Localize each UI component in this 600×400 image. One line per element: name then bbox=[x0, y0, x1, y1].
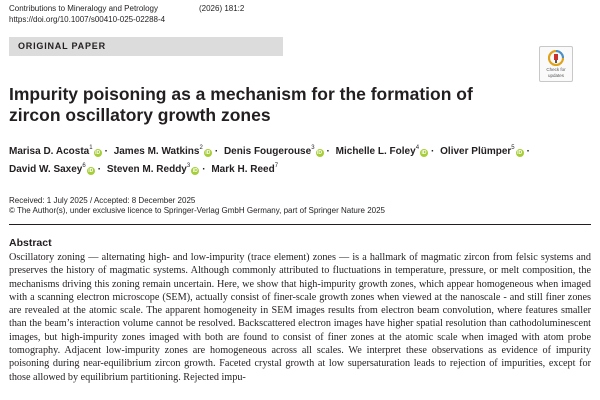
author-name[interactable]: Denis Fougerouse bbox=[223, 146, 312, 157]
author-name[interactable]: Oliver Plümper bbox=[440, 146, 512, 157]
article-type-label: ORIGINAL PAPER bbox=[18, 41, 106, 51]
author-affiliation: 4 bbox=[415, 145, 420, 151]
check-for-updates-label: Check for updates bbox=[546, 67, 566, 78]
author-name[interactable]: Marisa D. Acosta bbox=[9, 146, 90, 157]
author[interactable] bbox=[336, 146, 428, 157]
article-type-bar bbox=[9, 37, 283, 56]
section-divider bbox=[9, 224, 591, 225]
author-name[interactable]: Michelle L. Foley bbox=[335, 146, 416, 157]
author-affiliation: 2 bbox=[199, 145, 203, 151]
abstract-heading: Abstract bbox=[9, 237, 52, 249]
journal-name: Contributions to Mineralogy and Petrology bbox=[9, 4, 158, 13]
citation-volume: (2026) 181:2 bbox=[198, 4, 245, 13]
author[interactable] bbox=[114, 146, 212, 157]
orcid-icon[interactable]: iD bbox=[88, 168, 94, 174]
author-list bbox=[9, 141, 589, 177]
author-separator: · bbox=[202, 164, 206, 175]
author-separator: · bbox=[431, 146, 435, 157]
author-affiliation: 1 bbox=[89, 145, 93, 151]
author-affiliation: 3 bbox=[186, 163, 191, 169]
orcid-icon[interactable]: iD bbox=[205, 150, 211, 156]
doi-link[interactable]: https://doi.org/10.1007/s00410-025-02288-4 bbox=[9, 15, 166, 24]
author-separator: · bbox=[97, 164, 102, 175]
author-affiliation: 6 bbox=[82, 163, 86, 169]
author-name[interactable]: Mark H. Reed bbox=[211, 164, 275, 175]
author[interactable] bbox=[9, 164, 95, 175]
abstract-text: Oscillatory zoning — alternating high- and low-impurity (trace element) zones — is a hallmark of magmatic zircon from felsic systems and preserves the history of magmatic systems. Although commonly attributed to fluctuations in temperature, pressure, or melt composition, the mechanisms driving this zoning remain uncertain. Here, we show that high-impurity growth zones, which appear homogeneous when imaged with a scanning electron microscope (SEM), actually consist of finer-scale growth zones when viewed at the nanoscale - and still finer zones are revealed at the atomic scale. The apparent homogeneity in SEM images results from electron beam convolution, where features smaller than the beam’s interaction volume cannot be resolved. Backscattered electron images have higher spatial resolution than cathodoluminescent images, but high-impurity zones imaged with both are found to consist of finer zones at the atomic scale when imaged with atom probe tomography. Adjacent low-impurity zones are homogeneous across all scales. We interpret these observations as evidence of impurity poisoning during near-equilibrium zircon growth. Faceted crystal growth at low supersaturation leads to rejection of impurities, except for those allowed by equilibrium partitioning. Rejected impu- bbox=[9, 252, 591, 383]
author-affiliation: 7 bbox=[274, 163, 279, 169]
author[interactable] bbox=[107, 164, 199, 175]
orcid-icon[interactable]: iD bbox=[421, 150, 427, 156]
author-separator: · bbox=[214, 146, 219, 157]
received-accepted-dates: Received: 1 July 2025 / Accepted: 8 December 2025 bbox=[9, 196, 196, 205]
author-separator: · bbox=[526, 146, 530, 157]
check-for-updates-button[interactable] bbox=[539, 46, 573, 82]
author[interactable] bbox=[9, 146, 102, 157]
author[interactable] bbox=[224, 146, 324, 157]
orcid-icon[interactable]: iD bbox=[317, 150, 323, 156]
check-for-updates-icon bbox=[548, 50, 564, 66]
author[interactable] bbox=[440, 146, 523, 157]
author-affiliation: 5 bbox=[511, 145, 515, 151]
author-affiliation: 3 bbox=[311, 145, 315, 151]
author-separator: · bbox=[326, 146, 330, 157]
author-name[interactable]: Steven M. Reddy bbox=[106, 164, 187, 175]
copyright-notice: © The Author(s), under exclusive licence to Springer-Verlag GmbH Germany, part of Springer Nature 2025 bbox=[9, 206, 385, 215]
orcid-icon[interactable]: iD bbox=[192, 168, 198, 174]
article-title: Impurity poisoning as a mechanism for the formation of zircon oscillatory growth zones bbox=[9, 84, 473, 125]
journal-citation-line bbox=[9, 3, 244, 14]
author-name[interactable]: David W. Saxey bbox=[9, 164, 83, 175]
orcid-icon[interactable]: iD bbox=[95, 150, 101, 156]
author-name[interactable]: James M. Watkins bbox=[113, 146, 200, 157]
orcid-icon[interactable]: iD bbox=[517, 150, 523, 156]
author-separator: · bbox=[104, 146, 108, 157]
author[interactable] bbox=[211, 164, 278, 175]
